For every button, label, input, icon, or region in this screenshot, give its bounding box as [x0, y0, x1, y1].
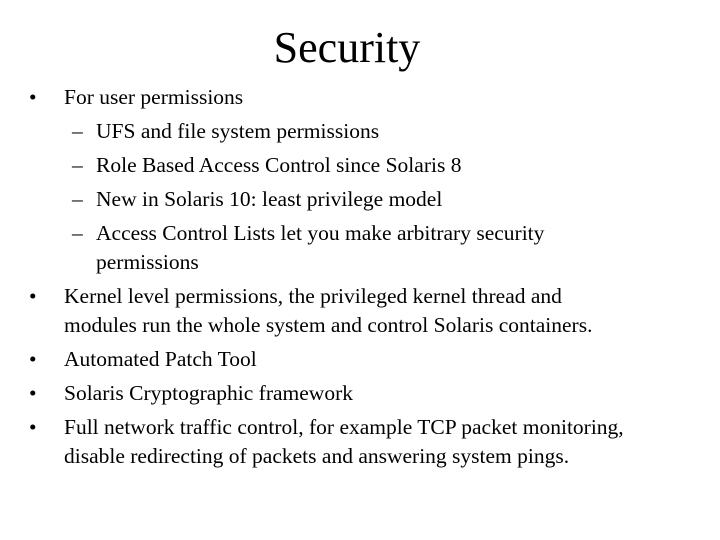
sub-list-item-text: Role Based Access Control since Solaris 8: [96, 153, 462, 177]
list-item-text: Automated Patch Tool: [64, 347, 257, 371]
list-item: [0, 282, 624, 340]
list-item: [0, 345, 624, 374]
list-item: [0, 379, 624, 408]
sub-list-item: [0, 151, 616, 180]
dash-icon: –: [72, 153, 83, 177]
sub-list-item: [0, 219, 616, 277]
sub-list-item-text: New in Solaris 10: least privilege model: [96, 187, 443, 211]
list-item: [0, 83, 624, 112]
bullet-icon: •: [29, 347, 37, 371]
sub-list-item-text: Access Control Lists let you make arbitrary security permissions: [96, 221, 545, 274]
slide-title: Security: [273, 23, 421, 72]
bullet-icon: •: [29, 415, 37, 439]
bullet-list: [0, 83, 720, 471]
bullet-icon: •: [29, 284, 37, 308]
list-item-text: Kernel level permissions, the privileged kernel thread and modules run the whole system and control Solaris containers.: [64, 284, 593, 337]
list-item: [0, 413, 624, 471]
dash-icon: –: [72, 119, 83, 143]
sub-list-item: [0, 185, 616, 214]
dash-icon: –: [72, 187, 83, 211]
sub-list-item-text: UFS and file system permissions: [96, 119, 380, 143]
bullet-icon: •: [29, 85, 37, 109]
sub-list-item: [0, 117, 616, 146]
list-item-text: Solaris Cryptographic framework: [64, 381, 353, 405]
dash-icon: –: [72, 221, 83, 245]
list-item-text: For user permissions: [64, 85, 244, 109]
bullet-icon: •: [29, 381, 37, 405]
list-item-text: Full network traffic control, for example TCP packet monitoring, disable redirecting of packets and answering system pings.: [64, 415, 624, 468]
